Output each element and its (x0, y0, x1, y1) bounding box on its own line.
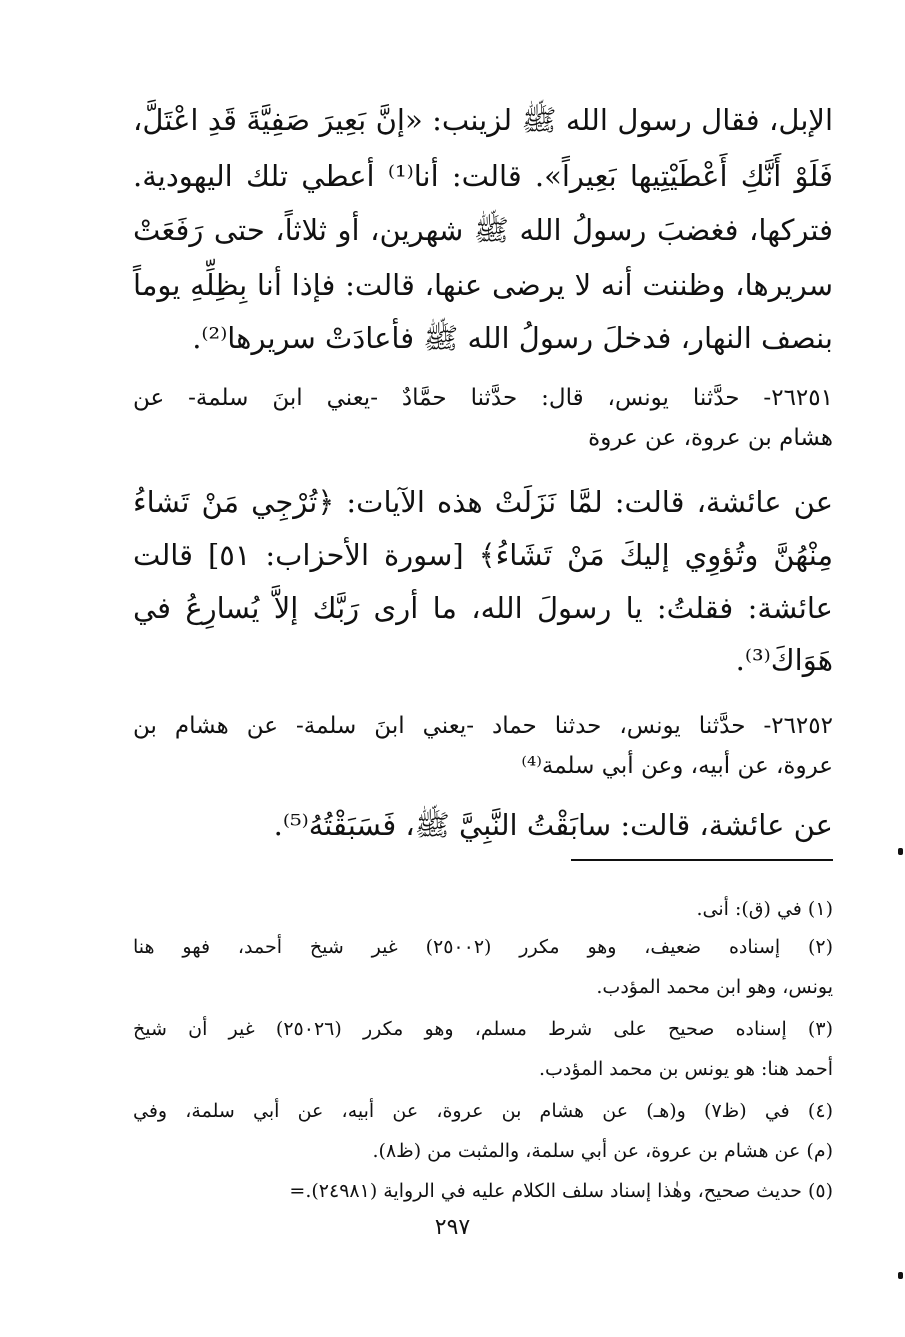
footnote-line: (١) في (ق): أنى. (696, 898, 833, 920)
scan-speck (898, 1272, 903, 1279)
hadith-chain-line: عروة، عن أبيه، وعن أبي سلمة⁽⁴⁾ (521, 753, 833, 779)
footnote-line: (٣) إسناده صحيح على شرط مسلم، وهو مكرر (٢٥٠٢٦) غير أن شيخ (133, 1018, 833, 1040)
text-line: فَلَوْ أَنَّكِ أَعْطَيْتِيها بَعِيراً». قالت: أنا⁽¹⁾ أعطي تلك اليهودية. (133, 159, 833, 193)
text-line: هَوَاكَ⁽³⁾. (735, 643, 833, 677)
text-line: مِنْهُنَّ وتُؤوِي إليكَ مَنْ تَشَاءُ﴾ [سورة الأحزاب: ٥١] قالت (133, 538, 833, 572)
footnote-line: أحمد هنا: هو يونس بن محمد المؤدب. (538, 1058, 833, 1080)
text-line: فتركها، فغضبَ رسولُ الله ﷺ شهرين، أو ثلاثاً، حتى رَفَعَتْ (133, 213, 833, 247)
text-line: بنصف النهار، فدخلَ رسولُ الله ﷺ فأعادَتْ سريرها⁽²⁾. (192, 321, 833, 355)
page-number: ٢٩٧ (434, 1215, 471, 1240)
footnote-line: (٢) إسناده ضعيف، وهو مكرر (٢٥٠٠٢) غير شيخ أحمد، فهو هنا (133, 936, 833, 958)
scan-speck (898, 848, 903, 855)
hadith-chain-line: هشام بن عروة، عن عروة (588, 425, 833, 451)
footnote-line: (٤) في (ظ٧) و(هـ) عن هشام بن عروة، عن أبيه، عن أبي سلمة، وفي (133, 1100, 833, 1122)
footnote-line: (٥) حديث صحيح، وهٰذا إسناد سلف الكلام عليه في الرواية (٢٤٩٨١).= (289, 1180, 833, 1202)
footnote-line: يونس، وهو ابن محمد المؤدب. (596, 976, 833, 998)
footnote-separator (571, 859, 833, 861)
text-line: عن عائشة، قالت: لمَّا نَزَلَتْ هذه الآيات: ﴿تُرْجِي مَنْ تَشاءُ (133, 485, 833, 519)
text-line: عائشة: فقلتُ: يا رسولَ الله، ما أرى رَبَّك إلاَّ يُسارِعُ في (133, 591, 833, 625)
hadith-chain-line: ٢٦٢٥٢- حدَّثنا يونس، حدثنا حماد -يعني ابنَ سلمة- عن هشام بن (133, 713, 833, 739)
text-line: عن عائشة، قالت: سابَقْتُ النَّبِيَّ ﷺ، فَسَبَقْتُهُ⁽⁵⁾. (273, 808, 833, 842)
footnote-line: (م) عن هشام بن عروة، عن أبي سلمة، والمثبت من (ظ٨). (372, 1140, 833, 1162)
hadith-chain-line: ٢٦٢٥١- حدَّثنا يونس، قال: حدَّثنا حمَّادٌ -يعني ابنَ سلمة- عن (133, 385, 833, 411)
text-line: سريرها، وظننت أنه لا يرضى عنها، قالت: فإذا أنا بِظِلِّهِ يوماً (133, 268, 833, 302)
text-line: الإبل، فقال رسول الله ﷺ لزينب: «إنَّ بَعِيرَ صَفِيَّةَ قَدِ اعْتَلَّ، (133, 103, 833, 137)
